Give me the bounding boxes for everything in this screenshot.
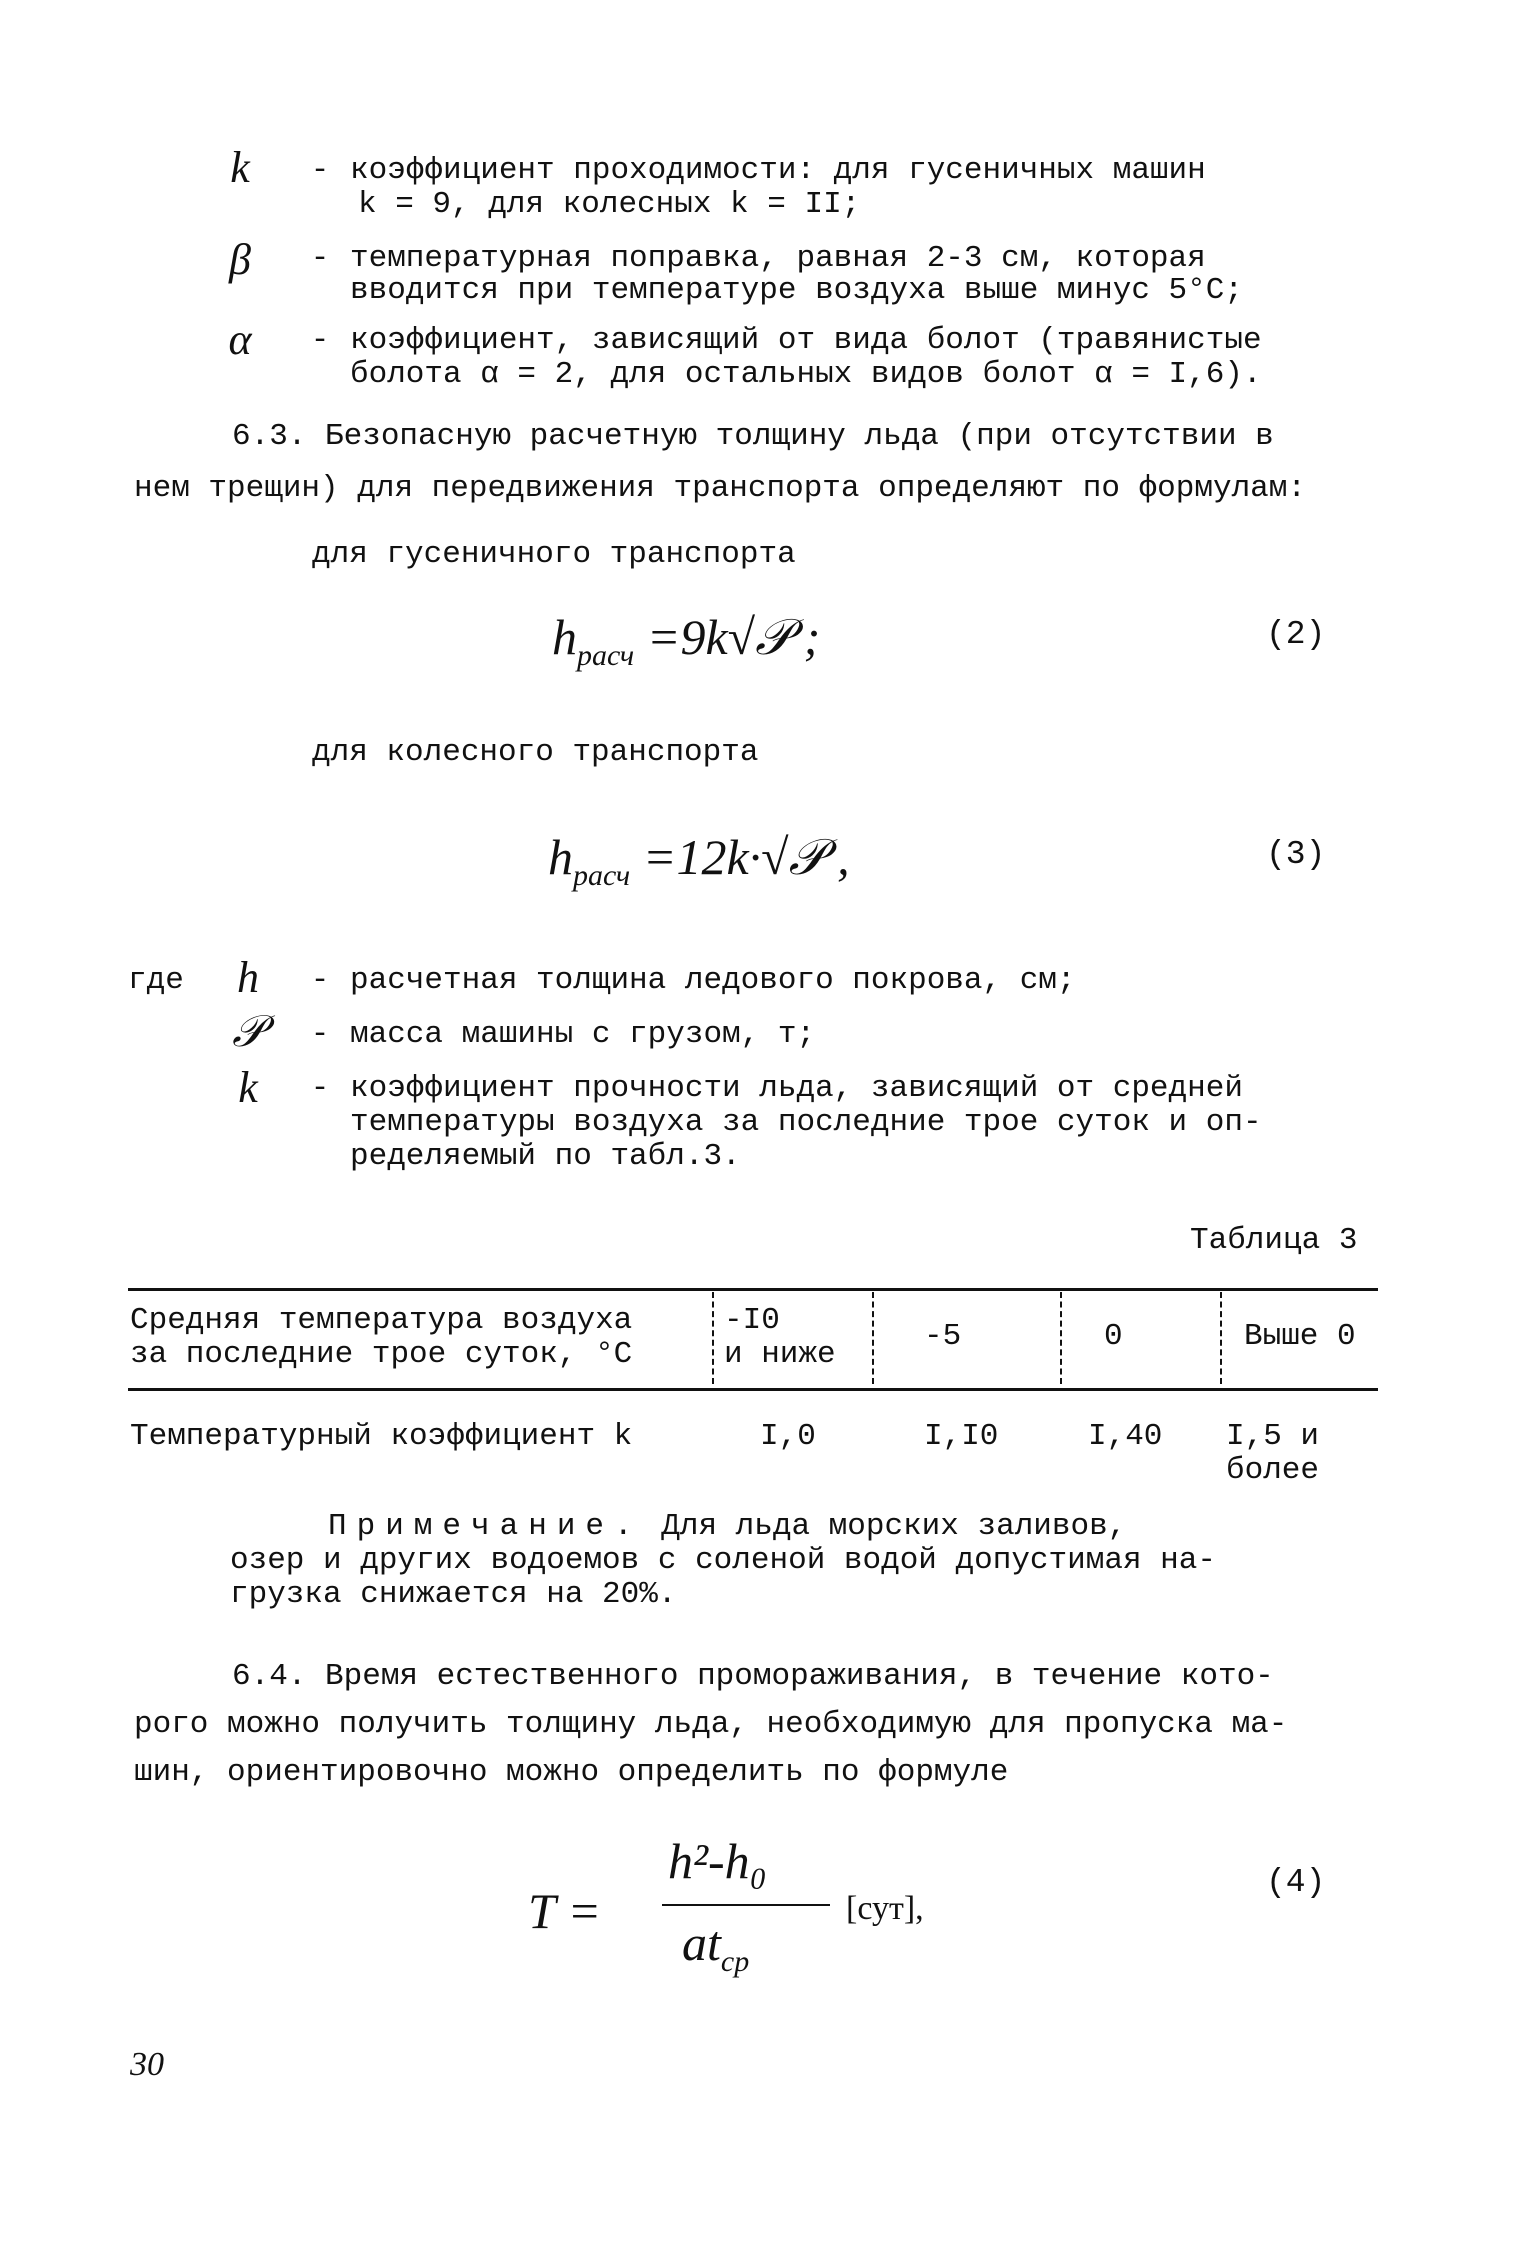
definition-alpha-line2: болота α = 2, для остальных видов болот α = I,6). — [350, 357, 1262, 392]
definition-k-line1: коэффициент проходимости: для гусеничных машин — [350, 153, 1206, 188]
symbol-k: k — [230, 143, 250, 192]
formula-3-rhs: =12k·√𝒫 , — [642, 829, 850, 885]
wheeled-transport-label: для колесного транспорта — [312, 735, 759, 770]
symbol-mass: 𝒫 — [232, 1007, 264, 1056]
section-6-4-line2: рого можно получить толщину льда, необходимую для пропуска ма- — [134, 1707, 1288, 1742]
definition-k-strength-line1: коэффициент прочности льда, зависящий от средней — [350, 1071, 1243, 1106]
section-6-4-line3: шин, ориентировочно можно определить по формуле — [134, 1755, 1009, 1790]
formula-4-number: (4) — [1266, 1864, 1326, 1901]
tracked-transport-label: для гусеничного транспорта — [312, 537, 796, 572]
table-top-rule — [128, 1288, 1378, 1291]
definition-k-strength-line2: температуры воздуха за последние трое суток и оп- — [350, 1105, 1262, 1140]
formula-4-lhs: T = — [528, 1883, 602, 1939]
table-col-separator — [712, 1292, 714, 1384]
definition-k-line2: k = 9, для колесных k = II; — [358, 187, 861, 222]
table-row-col4-line2: более — [1226, 1453, 1320, 1488]
definition-dash: - — [310, 1017, 330, 1052]
table-row-col4-line1: I,5 и — [1226, 1419, 1320, 1454]
formula-3 — [548, 826, 850, 895]
note-line1 — [328, 1508, 1126, 1547]
formula-4-denominator-sub: ср — [720, 1945, 750, 1978]
formula-2-rhs: =9k√𝒫 ; — [646, 609, 821, 665]
definition-h-line1: расчетная толщина ледового покрова, см; — [350, 963, 1076, 998]
table-row-label: Температурный коэффициент k — [130, 1419, 633, 1454]
table-header-col4: Выше 0 — [1244, 1319, 1356, 1354]
symbol-alpha: α — [228, 315, 252, 364]
definition-beta-line2: вводится при температуре воздуха выше минус 5°С; — [350, 273, 1243, 308]
table-header-label-line2: за последние трое суток, °С — [130, 1337, 633, 1372]
formula-4-fraction-line — [662, 1904, 830, 1906]
table-header-col3: 0 — [1104, 1319, 1123, 1354]
note-line2: озер и других водоемов с соленой водой допустимая на- — [230, 1543, 1216, 1578]
formula-4-numerator: h²-h₀ — [668, 1833, 768, 1889]
note-title: Примечание. — [328, 1509, 643, 1544]
table-row-col2: I,I0 — [924, 1419, 999, 1454]
formula-2-lhs-sub: расч — [577, 639, 635, 672]
table-header-col2: -5 — [924, 1319, 962, 1354]
table-header-col1-line1: -I0 — [724, 1303, 780, 1338]
formula-3-number: (3) — [1266, 836, 1326, 873]
definition-alpha-line1: коэффициент, зависящий от вида болот (травянистые — [350, 323, 1262, 358]
table-row-col3: I,40 — [1088, 1419, 1163, 1454]
table-col-separator — [1220, 1292, 1222, 1384]
page-number: 30 — [130, 2046, 164, 2083]
table-header-rule — [128, 1388, 1378, 1391]
formula-3-lhs: h — [548, 829, 573, 885]
table-col-separator — [1060, 1292, 1062, 1384]
formula-4-denominator-main: at — [682, 1915, 721, 1971]
note-line1-rest: Для льда морских заливов, — [642, 1509, 1127, 1544]
table-header-label-line1: Средняя температура воздуха — [130, 1303, 633, 1338]
symbol-k-strength: k — [238, 1063, 258, 1112]
symbol-h: h — [237, 953, 259, 1002]
table-caption: Таблица 3 — [1190, 1223, 1358, 1258]
definition-dash: - — [310, 241, 330, 276]
formula-4-unit: [сут], — [846, 1890, 924, 1927]
definition-dash: - — [310, 963, 330, 998]
definition-beta-line1: температурная поправка, равная 2-3 см, которая — [350, 241, 1206, 276]
table-col-separator — [872, 1292, 874, 1384]
definition-dash: - — [310, 1071, 330, 1106]
section-6-3-line1: 6.3. Безопасную расчетную толщину льда (при отсутствии в — [232, 419, 1274, 454]
where-label: где — [128, 963, 184, 998]
definition-dash: - — [310, 323, 330, 358]
definition-k-strength-line3: ределяемый по табл.3. — [350, 1139, 741, 1174]
table-row-col1: I,0 — [760, 1419, 816, 1454]
formula-3-lhs-sub: расч — [573, 859, 631, 892]
formula-2 — [552, 606, 820, 675]
formula-2-number: (2) — [1266, 616, 1326, 653]
formula-2-lhs: h — [552, 609, 577, 665]
definition-dash: - — [310, 153, 330, 188]
formula-4-denominator — [682, 1912, 749, 1981]
section-6-3-line2: нем трещин) для передвижения транспорта определяют по формулам: — [134, 471, 1306, 506]
note-line3: грузка снижается на 20%. — [230, 1577, 677, 1612]
symbol-beta: β — [229, 235, 251, 284]
table-header-col1-line2: и ниже — [724, 1337, 836, 1372]
definition-mass-line1: масса машины с грузом, т; — [350, 1017, 816, 1052]
section-6-4-line1: 6.4. Время естественного промораживания, в течение кото- — [232, 1659, 1274, 1694]
